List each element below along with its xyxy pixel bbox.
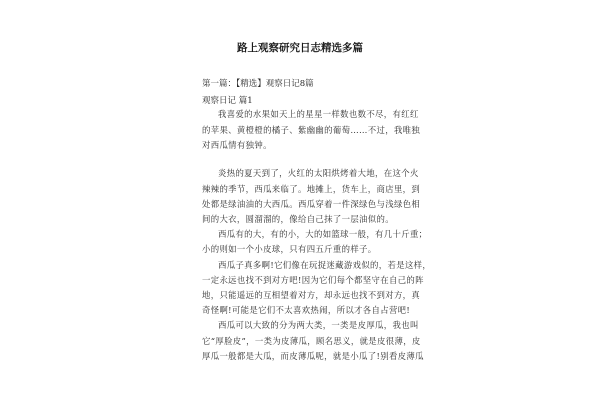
paragraph-line: 小的则如一个小皮球，只有四五斤重的样子。 (202, 244, 377, 254)
paragraph-line: 炎热的夏天到了，火红的太阳烘烤着大地，在这个火 (218, 168, 419, 178)
entry-subheading: 观察日记 篇1 (202, 96, 253, 106)
paragraph-line: 西瓜有的大，有的小，大的如篮球一般，有几十斤重； (218, 229, 428, 239)
paragraph-line: 的苹果、黄橙橙的橘子、紫幽幽的葡萄……不过，我唯独 (202, 125, 421, 135)
paragraph-line: 奇怪啊!可能是它们不太喜欢热闹，所以才各自占营吧! (202, 305, 411, 315)
paragraph-line: 西瓜子真多啊!它们像在玩捉迷藏游戏似的，若是这样， (218, 260, 432, 270)
paragraph-line: 对西瓜情有独钟。 (202, 140, 272, 150)
paragraph-line: 一定永远也找不到对方吧!因为它们每个都坚守在自己的阵 (202, 275, 424, 285)
paragraph-line: 间的大衣，圆溜溜的，像给自己抹了一层油似的。 (202, 214, 394, 224)
paragraph-line: 我喜爱的水果如天上的星星一样数也数不尽，有红红 (218, 109, 419, 119)
paragraph-line: 辣辣的季节，西瓜来临了。地摊上，货车上，商店里，到 (202, 184, 421, 194)
paragraph-line: 厚瓜一般都是大瓜，而皮薄瓜呢，就是小瓜了!别看皮薄瓜 (202, 351, 424, 361)
paragraph-line: 处都是绿油油的大西瓜。西瓜穿着一件深绿色与浅绿色相 (202, 199, 421, 209)
paragraph-line: 它“厚脸皮”，一类为皮薄瓜，顾名思义，就是皮很薄，皮 (202, 336, 421, 346)
document-title: 路上观察研究日志精选多篇 (237, 42, 363, 54)
paragraph-line: 西瓜可以大致的分为两大类，一类是皮厚瓜，我也叫 (218, 320, 419, 330)
paragraph-line: 地，只能遥远的互相望着对方，却永远也找不到对方，真 (202, 290, 421, 300)
section-heading: 第一篇：【精选】观察日记8篇 (202, 79, 314, 89)
